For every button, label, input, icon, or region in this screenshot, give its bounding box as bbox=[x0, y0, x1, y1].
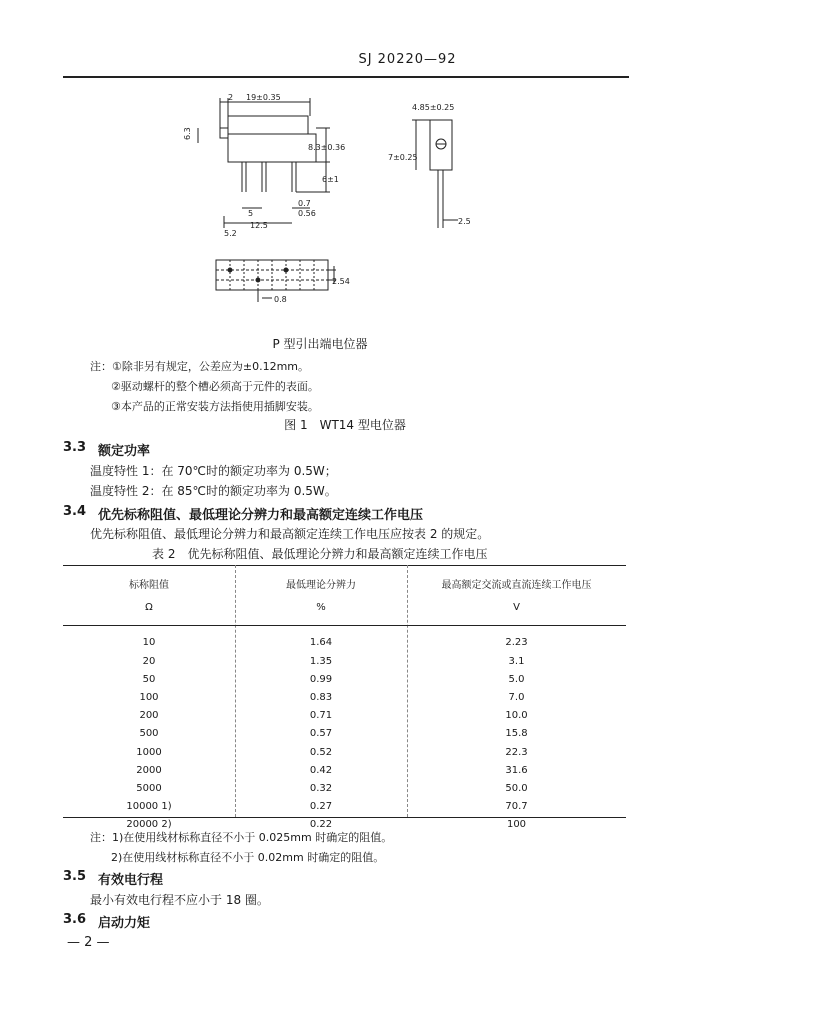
cell-voltage: 100 bbox=[506, 819, 527, 831]
dim-19: 19±0.35 bbox=[246, 93, 281, 102]
cell-voltage: 15.8 bbox=[505, 728, 528, 740]
section-3-5-line: 最小有效电行程不应小于 18 圈。 bbox=[90, 893, 269, 907]
section-3-3-line-2: 温度特性 2：在 85℃时的额定功率为 0.5W。 bbox=[90, 484, 337, 498]
cell-resistance: 20000 2) bbox=[126, 819, 172, 831]
section-3-6-title: 启动力矩 bbox=[98, 916, 151, 931]
front-view-body bbox=[228, 134, 316, 162]
cell-resistance: 5000 bbox=[136, 782, 162, 794]
values-table bbox=[63, 565, 626, 834]
cell-voltage: 31.6 bbox=[505, 764, 528, 776]
cell-resistance: 100 bbox=[139, 691, 159, 703]
figure-caption: 图 1 WT14 型电位器 bbox=[284, 418, 406, 432]
dim-6: 6±1 bbox=[322, 175, 339, 184]
cell-resolution: 0.22 bbox=[309, 819, 333, 831]
cell-resistance: 2000 bbox=[136, 764, 162, 776]
table-row bbox=[63, 743, 626, 761]
table-bottom-rule bbox=[63, 817, 626, 818]
cell-resistance: 1000 bbox=[136, 746, 162, 758]
cell-resolution: 1.64 bbox=[309, 636, 333, 648]
dim-7: 7±0.25 bbox=[388, 153, 418, 162]
cell-resolution: 0.27 bbox=[309, 801, 333, 813]
cell-voltage: 10.0 bbox=[505, 710, 528, 722]
table-note-2: 2)在使用线材标称直径不小于 0.02mm 时确定的阻值。 bbox=[111, 851, 385, 864]
section-3-5-title: 有效电行程 bbox=[98, 873, 164, 888]
unit-volt: V bbox=[407, 595, 626, 626]
unit-ohm: Ω bbox=[63, 595, 235, 626]
cell-resistance: 500 bbox=[139, 728, 159, 740]
section-3-4-number: 3.4 bbox=[63, 504, 87, 519]
table-row bbox=[63, 626, 626, 653]
document-code: SJ 20220—92 bbox=[358, 52, 457, 67]
page-number: — 2 — bbox=[67, 935, 110, 950]
cell-resistance: 200 bbox=[139, 710, 159, 722]
cell-resolution: 0.83 bbox=[309, 691, 333, 703]
table-row bbox=[63, 798, 626, 816]
cell-voltage: 3.1 bbox=[508, 655, 525, 667]
dim-2: 2 bbox=[228, 93, 234, 102]
header-voltage: 最高额定交流或直流连续工作电压 bbox=[441, 579, 592, 591]
cell-voltage: 22.3 bbox=[505, 746, 528, 758]
cell-resistance: 20 bbox=[142, 655, 156, 667]
table-row bbox=[63, 652, 626, 670]
cell-voltage: 5.0 bbox=[508, 673, 525, 685]
cell-resolution: 0.42 bbox=[309, 764, 333, 776]
figure-subcaption: P 型引出端电位器 bbox=[272, 337, 368, 351]
figure-note-1: 注：①除非另有规定，公差应为±0.12mm。 bbox=[90, 360, 309, 373]
header-resolution: 最低理论分辨力 bbox=[286, 579, 356, 591]
cell-voltage: 7.0 bbox=[508, 691, 525, 703]
cell-voltage: 2.23 bbox=[505, 636, 528, 648]
cell-resistance: 50 bbox=[142, 673, 156, 685]
front-view-top-body bbox=[228, 116, 308, 134]
table-row bbox=[63, 707, 626, 725]
cell-voltage: 70.7 bbox=[505, 801, 528, 813]
unit-percent: % bbox=[235, 595, 407, 626]
cell-resolution: 0.71 bbox=[309, 710, 333, 722]
dim-0-8: 0.8 bbox=[274, 295, 287, 304]
section-3-3-number: 3.3 bbox=[63, 440, 87, 455]
dim-0-7: 0.7 bbox=[298, 199, 311, 208]
dim-2-54: 2.54 bbox=[332, 277, 350, 286]
figure-note-2: ②驱动螺杆的整个槽必须高于元件的表面。 bbox=[111, 380, 319, 393]
dim-5: 5 bbox=[248, 209, 254, 218]
cell-resolution: 0.52 bbox=[309, 746, 333, 758]
dim-2-5: 2.5 bbox=[458, 217, 471, 226]
table-row bbox=[63, 688, 626, 706]
section-3-3-line-1: 温度特性 1：在 70℃时的额定功率为 0.5W； bbox=[90, 464, 337, 478]
figure-note-3: ③本产品的正常安装方法指使用插脚安装。 bbox=[111, 400, 319, 413]
table-row bbox=[63, 779, 626, 797]
section-3-6-number: 3.6 bbox=[63, 912, 87, 927]
header-resistance: 标称阻值 bbox=[129, 579, 169, 591]
cell-resolution: 1.35 bbox=[309, 655, 333, 667]
cell-resolution: 0.57 bbox=[309, 728, 333, 740]
dim-8-3: 8.3±0.36 bbox=[308, 143, 346, 152]
cell-resolution: 0.99 bbox=[309, 673, 333, 685]
table-row bbox=[63, 670, 626, 688]
dim-12-5: 12.5 bbox=[250, 221, 268, 230]
cell-voltage: 50.0 bbox=[505, 782, 528, 794]
dim-5-2: 5.2 bbox=[224, 229, 237, 238]
section-3-5-number: 3.5 bbox=[63, 869, 87, 884]
section-3-3-title: 额定功率 bbox=[98, 444, 151, 459]
table-caption: 表 2 优先标称阻值、最低理论分辨力和最高额定连续工作电压 bbox=[152, 547, 488, 561]
table-row bbox=[63, 761, 626, 779]
table-row bbox=[63, 725, 626, 743]
header-rule bbox=[63, 76, 629, 78]
table-note-1: 注：1)在使用线材标称直径不小于 0.025mm 时确定的阻值。 bbox=[90, 831, 393, 844]
side-view-body bbox=[430, 120, 452, 170]
cell-resistance: 10 bbox=[142, 636, 156, 648]
dim-4-85: 4.85±0.25 bbox=[412, 103, 455, 112]
potentiometer-drawing bbox=[180, 88, 510, 310]
section-3-4-line: 优先标称阻值、最低理论分辨力和最高额定连续工作电压应按表 2 的规定。 bbox=[90, 527, 490, 541]
cell-resolution: 0.32 bbox=[309, 782, 333, 794]
adjust-screw bbox=[220, 128, 228, 138]
dim-0-56: 0.56 bbox=[298, 209, 316, 218]
dim-6-3: 6.3 bbox=[183, 127, 192, 140]
cell-resistance: 10000 1) bbox=[126, 801, 172, 813]
section-3-4-title: 优先标称阻值、最低理论分辨力和最高额定连续工作电压 bbox=[98, 508, 424, 523]
